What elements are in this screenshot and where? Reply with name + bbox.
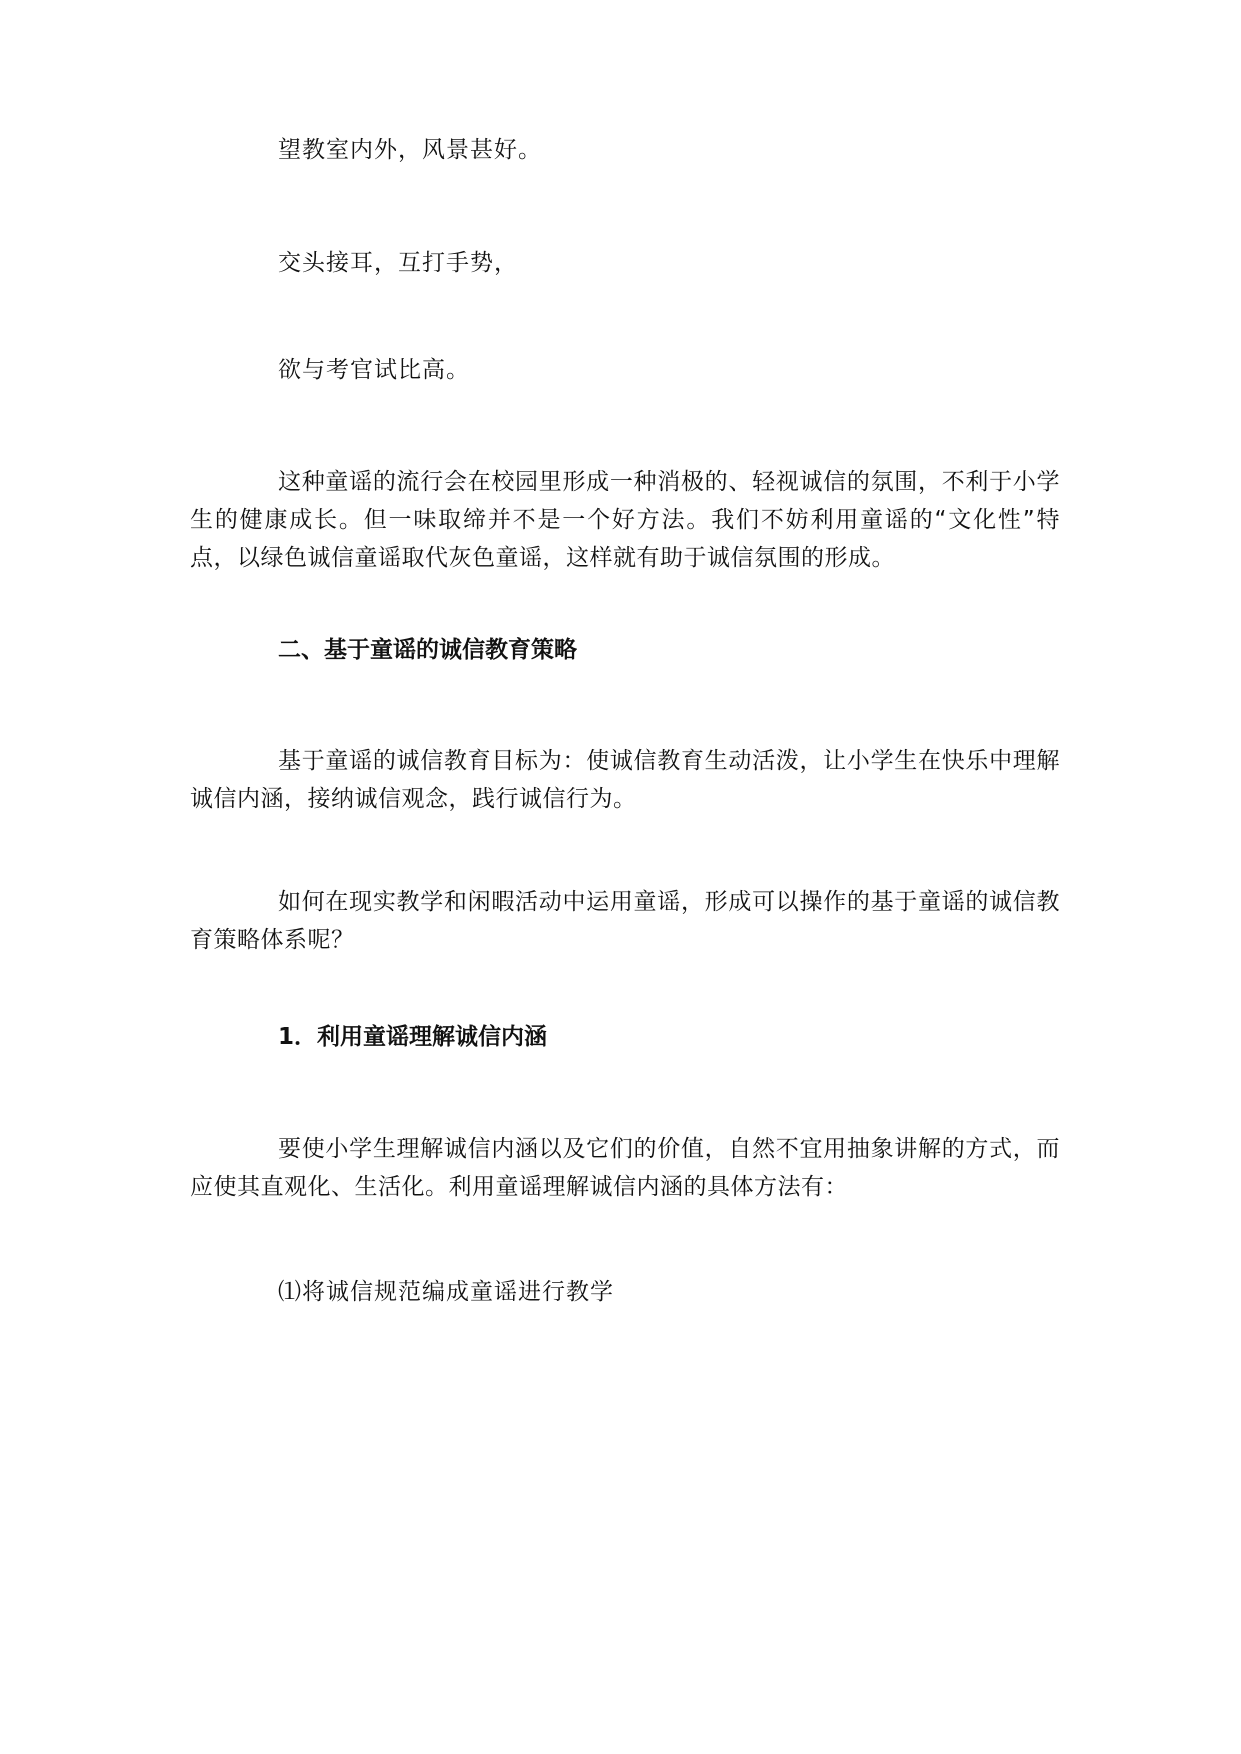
paragraph-2: 基于童谣的诚信教育目标为：使诚信教育生动活泼，让小学生在快乐中理解诚信内涵，接纳诚信观念，践行诚信行为。 <box>190 748 1060 812</box>
verse-line-1: 望教室内外，风景甚好。 <box>278 137 542 163</box>
verse-line-3: 欲与考官试比高。 <box>278 357 470 383</box>
paragraph-3: 如何在现实教学和闲暇活动中运用童谣，形成可以操作的基于童谣的诚信教育策略体系呢？ <box>190 889 1060 953</box>
paragraph-1: 这种童谣的流行会在校园里形成一种消极的、轻视诚信的氛围，不利于小学生的健康成长。但一味取缔并不是一个好方法。我们不妨利用童谣的“文化性”特点，以绿色诚信童谣取代灰色童谣，这样就有助于诚信氛围的形成。 <box>190 469 1060 571</box>
subsection-heading: 1．利用童谣理解诚信内涵 <box>278 1024 548 1050</box>
list-item-1: ⑴将诚信规范编成童谣进行教学 <box>278 1279 614 1305</box>
verse-line-2: 交头接耳，互打手势， <box>278 250 518 276</box>
section-heading: 二、基于童谣的诚信教育策略 <box>278 637 577 663</box>
paragraph-4: 要使小学生理解诚信内涵以及它们的价值，自然不宜用抽象讲解的方式，而应使其直观化、生活化。利用童谣理解诚信内涵的具体方法有： <box>190 1136 1060 1200</box>
